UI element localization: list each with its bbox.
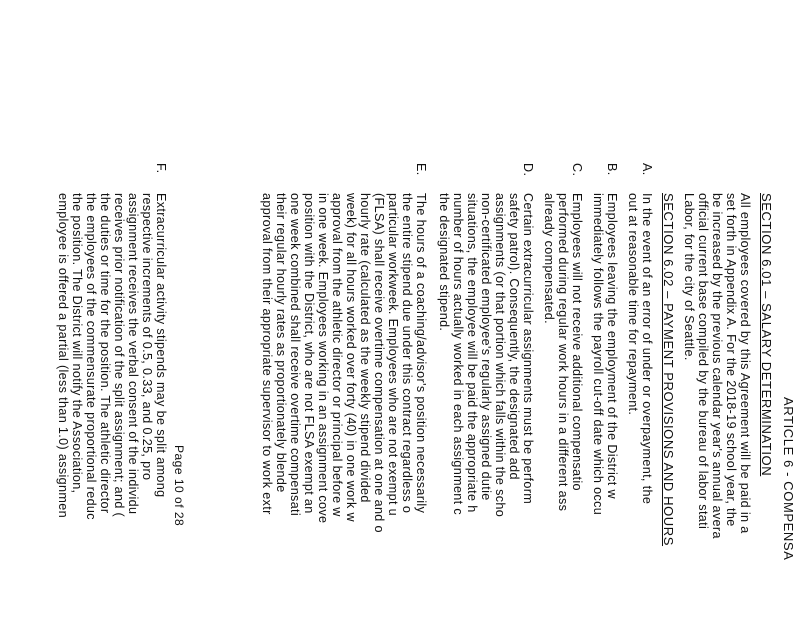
item-d-line: number of hours actually worked in each assignment c — [451, 193, 465, 516]
section-6-01-line: official current base compiled by the bureau of labor stati — [696, 193, 710, 530]
item-e-line: approval from the athletic director or principal before w — [330, 193, 344, 517]
item-f-line: the position. The District will notify the Association, — [70, 193, 84, 494]
item-e-line: approval from their appropriate supervisor to work extr — [260, 193, 274, 515]
item-letter-f: F. — [154, 163, 168, 174]
item-f-line: the duties or time for the position. The athletic director — [98, 193, 112, 514]
item-d-line: the designated stipend. — [437, 193, 451, 332]
item-a-line: In the event of an error of under or overpayment, the — [640, 193, 654, 505]
item-letter-d: D. — [521, 163, 535, 177]
item-e-line: their regular hourly rates as proportionately blende — [274, 193, 288, 493]
item-letter-a: A. — [640, 163, 654, 176]
item-c-line: Employees will not receive additional compensatio — [570, 193, 584, 491]
item-d-line: non-certificated employee's regularly assigned dutie — [479, 193, 493, 501]
item-letter-e: E. — [414, 163, 428, 176]
item-e-line: one week combined shall receive overtime compensati — [288, 193, 302, 517]
page-footer: Page 10 of 28 — [172, 445, 186, 527]
item-e-line: in one week. Employees working in an assignment cove — [316, 193, 330, 524]
item-f-line: assignment receives the verbal consent of the individu — [126, 193, 140, 515]
item-e-line: position with the District, who are not FLSA exempt an — [302, 193, 316, 514]
item-letter-c: C. — [570, 163, 584, 177]
item-f-line: respective increments of 0.5, 0.33, and 0.25, pro — [140, 193, 154, 481]
section-6-01-line: set forth in Appendix A. For the 2018-19 school year, the — [724, 193, 738, 527]
item-c-line: already compensated. — [542, 193, 556, 324]
item-letter-b: B. — [605, 163, 619, 176]
item-b-line: immediately follows the payroll cut-off date which occu — [591, 193, 605, 516]
item-f-line: the employees of the commensurate proportional reduc — [84, 193, 98, 520]
item-e-line: The hours of a coaching/advisor's position necessarily — [414, 193, 428, 514]
item-a-line: out at reasonable time for repayment. — [626, 193, 640, 416]
item-d-line: situations, the employee will be paid the appropriate h — [465, 193, 479, 513]
item-d-line: Certain extracurricular assignments must be perform — [521, 193, 535, 505]
item-c-line: performed during regular work hours in a different ass — [556, 193, 570, 512]
article-title: ARTICLE 6 - COMPENSA — [781, 397, 796, 561]
section-6-01-line: All employees covered by this Agreement will be paid in a — [738, 193, 752, 534]
item-f-line: receives prior notification of the split assignment; and ( — [112, 193, 126, 518]
section-6-02-heading: SECTION 6.02 – PAYMENT PROVISIONS AND HOURS — [661, 193, 676, 547]
item-e-line: the entire stipend due under this contract regardless o — [400, 193, 414, 514]
item-b-line: Employees leaving the employment of the District w — [605, 193, 619, 499]
item-f-line: Extracurricular activity stipends may be split among — [154, 193, 168, 498]
item-e-line: (FLSA) shall receive overtime compensation at one and o — [372, 193, 386, 533]
item-e-line: hourly rate (calculated as the weekly stipend divided — [358, 193, 372, 503]
item-e-line: particular workweek. Employees who are not exempt u — [386, 193, 400, 517]
item-d-line: assignments (or that portion which falls within the scho — [493, 193, 507, 518]
item-d-line: safety patrol). Consequently, the designated add — [507, 193, 521, 480]
item-e-line: week) for all hours worked over forty (40) in one work w — [344, 193, 358, 522]
item-f-line: employee is offered a partial (less than 1.0) assignmen — [56, 193, 70, 518]
section-6-01-line: Labor, for the city of Seattle. — [682, 193, 696, 361]
section-6-01-line: be increased by the previous calendar year's annual avera — [710, 193, 724, 539]
section-6-01-heading: SECTION 6.01 – SALARY DETERMINATION — [759, 193, 774, 477]
